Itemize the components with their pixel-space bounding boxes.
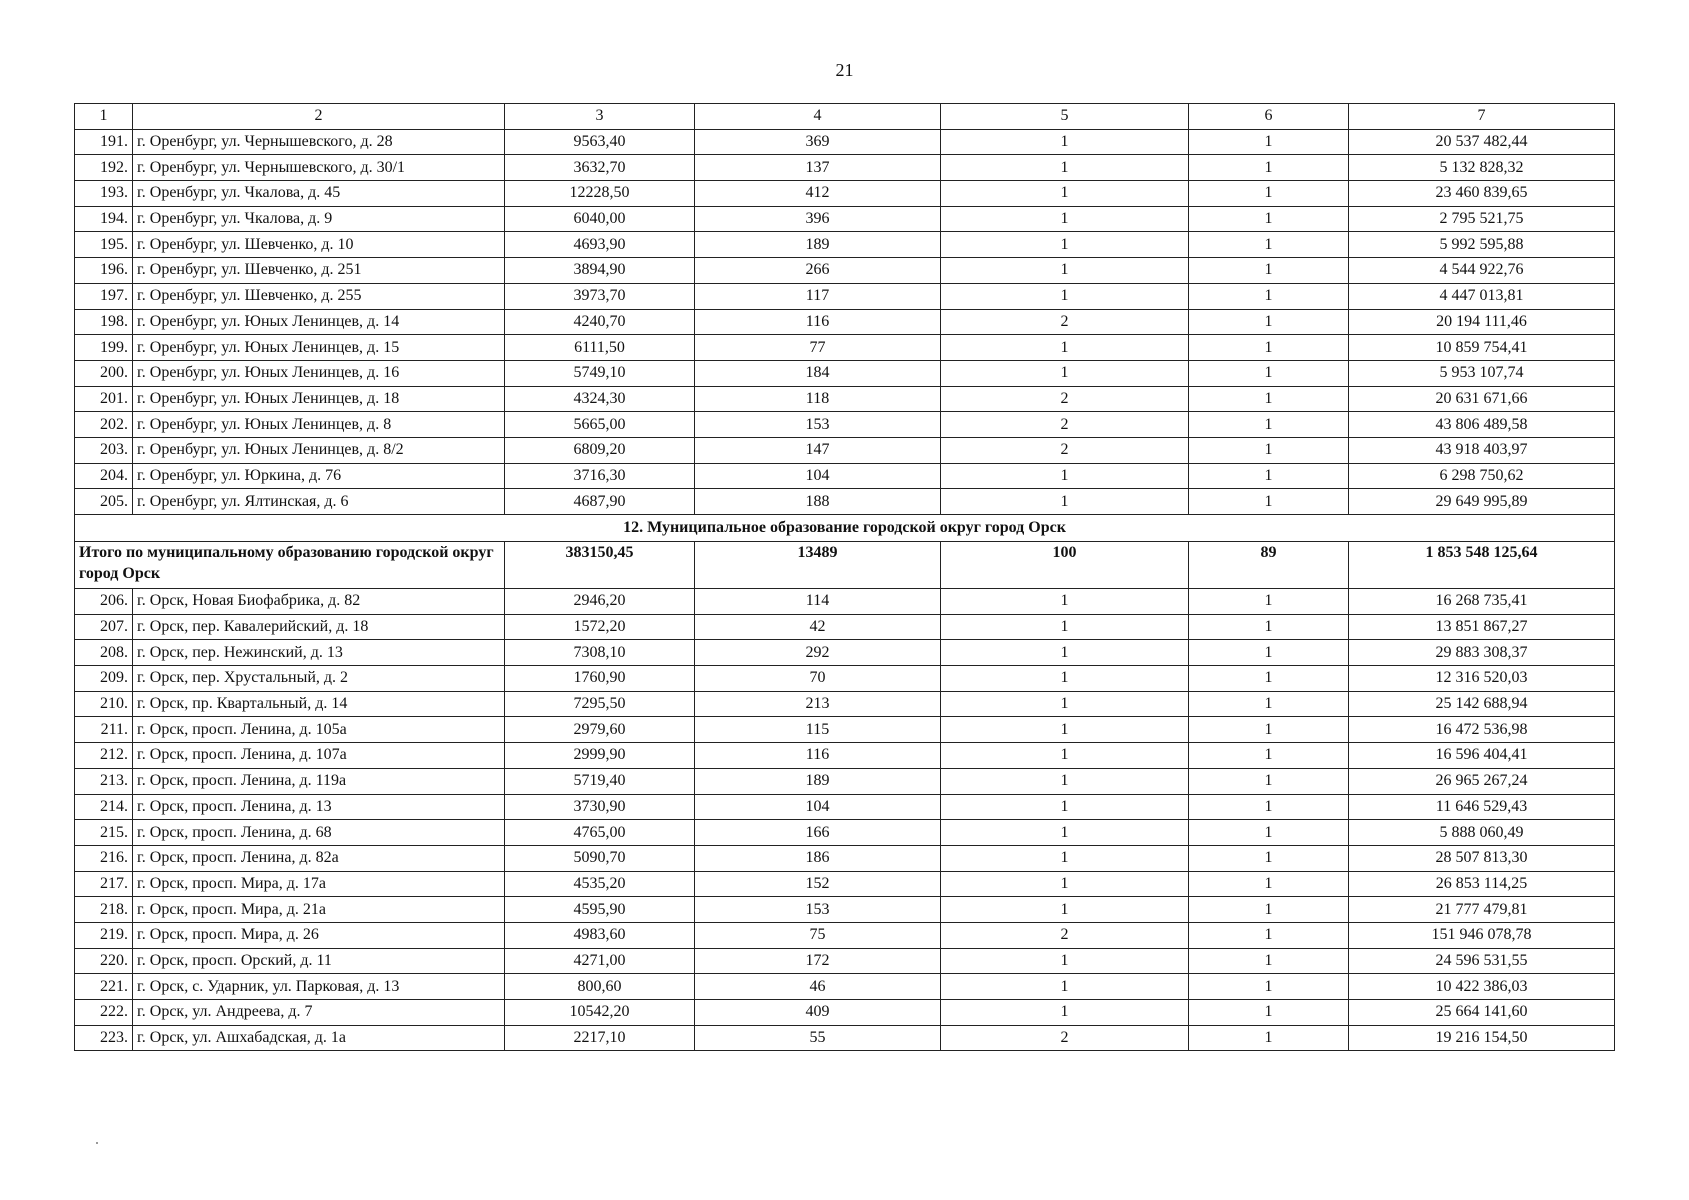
col5-value: 2 <box>941 437 1189 463</box>
residents: 186 <box>695 845 941 871</box>
area: 4595,90 <box>505 897 695 923</box>
table-row <box>75 743 1615 769</box>
row-number: 211. <box>75 717 133 743</box>
table-row <box>75 463 1615 489</box>
row-number: 198. <box>75 309 133 335</box>
row-number: 220. <box>75 948 133 974</box>
address: г. Оренбург, ул. Юных Ленинцев, д. 18 <box>133 386 505 412</box>
address: г. Оренбург, ул. Чкалова, д. 9 <box>133 206 505 232</box>
col5-value: 2 <box>941 386 1189 412</box>
address: г. Орск, просп. Ленина, д. 119а <box>133 768 505 794</box>
residents: 152 <box>695 871 941 897</box>
cost: 10 422 386,03 <box>1349 974 1615 1000</box>
col5-value: 1 <box>941 232 1189 258</box>
residents: 42 <box>695 614 941 640</box>
table-row <box>75 360 1615 386</box>
col6-value: 1 <box>1189 232 1349 258</box>
row-number: 202. <box>75 412 133 438</box>
row-number: 194. <box>75 206 133 232</box>
row-number: 212. <box>75 743 133 769</box>
total-residents: 13489 <box>695 542 941 589</box>
col6-value: 1 <box>1189 717 1349 743</box>
scan-speck <box>96 1142 98 1144</box>
table-row <box>75 640 1615 666</box>
col5-value: 1 <box>941 640 1189 666</box>
area: 2217,10 <box>505 1025 695 1051</box>
area: 4693,90 <box>505 232 695 258</box>
total-row <box>75 542 1615 589</box>
address: г. Орск, просп. Мира, д. 17а <box>133 871 505 897</box>
col6-value: 1 <box>1189 640 1349 666</box>
area: 2946,20 <box>505 589 695 615</box>
col5-value: 1 <box>941 845 1189 871</box>
col6-value: 1 <box>1189 463 1349 489</box>
area: 5719,40 <box>505 768 695 794</box>
address: г. Оренбург, ул. Чернышевского, д. 28 <box>133 129 505 155</box>
row-number: 207. <box>75 614 133 640</box>
col5-value: 1 <box>941 155 1189 181</box>
col6-value: 1 <box>1189 845 1349 871</box>
area: 7308,10 <box>505 640 695 666</box>
area: 3632,70 <box>505 155 695 181</box>
table-row <box>75 386 1615 412</box>
total-col5: 100 <box>941 542 1189 589</box>
residents: 115 <box>695 717 941 743</box>
cost: 5 992 595,88 <box>1349 232 1615 258</box>
table-row <box>75 691 1615 717</box>
table-row <box>75 794 1615 820</box>
residents: 77 <box>695 335 941 361</box>
col5-value: 1 <box>941 360 1189 386</box>
area: 5090,70 <box>505 845 695 871</box>
col5-value: 2 <box>941 309 1189 335</box>
row-number: 213. <box>75 768 133 794</box>
table-row <box>75 232 1615 258</box>
col5-value: 1 <box>941 691 1189 717</box>
residents: 266 <box>695 258 941 284</box>
table-row <box>75 717 1615 743</box>
row-number: 206. <box>75 589 133 615</box>
address: г. Орск, просп. Ленина, д. 13 <box>133 794 505 820</box>
area: 12228,50 <box>505 181 695 207</box>
col5-value: 2 <box>941 922 1189 948</box>
col6-value: 1 <box>1189 948 1349 974</box>
row-number: 191. <box>75 129 133 155</box>
section-row <box>75 515 1615 542</box>
col6-value: 1 <box>1189 283 1349 309</box>
col5-value: 1 <box>941 666 1189 692</box>
address: г. Оренбург, ул. Юных Ленинцев, д. 8 <box>133 412 505 438</box>
col6-value: 1 <box>1189 412 1349 438</box>
area: 4271,00 <box>505 948 695 974</box>
row-number: 200. <box>75 360 133 386</box>
col5-value: 1 <box>941 489 1189 515</box>
col5-value: 1 <box>941 948 1189 974</box>
col-header-5: 5 <box>941 104 1189 130</box>
col6-value: 1 <box>1189 922 1349 948</box>
total-col6: 89 <box>1189 542 1349 589</box>
row-number: 215. <box>75 820 133 846</box>
section-title: 12. Муниципальное образование городской округ город Орск <box>75 515 1615 542</box>
table-row <box>75 155 1615 181</box>
residents: 409 <box>695 1000 941 1026</box>
cost: 23 460 839,65 <box>1349 181 1615 207</box>
cost: 43 806 489,58 <box>1349 412 1615 438</box>
cost: 26 965 267,24 <box>1349 768 1615 794</box>
table-row <box>75 666 1615 692</box>
col5-value: 1 <box>941 1000 1189 1026</box>
cost: 151 946 078,78 <box>1349 922 1615 948</box>
residents: 166 <box>695 820 941 846</box>
area: 5749,10 <box>505 360 695 386</box>
address: г. Оренбург, ул. Юных Ленинцев, д. 16 <box>133 360 505 386</box>
cost: 28 507 813,30 <box>1349 845 1615 871</box>
col6-value: 1 <box>1189 1025 1349 1051</box>
col5-value: 2 <box>941 1025 1189 1051</box>
row-number: 222. <box>75 1000 133 1026</box>
col6-value: 1 <box>1189 155 1349 181</box>
residents: 114 <box>695 589 941 615</box>
row-number: 205. <box>75 489 133 515</box>
table-row <box>75 897 1615 923</box>
cost: 20 537 482,44 <box>1349 129 1615 155</box>
address: г. Орск, Новая Биофабрика, д. 82 <box>133 589 505 615</box>
col6-value: 1 <box>1189 589 1349 615</box>
table-row <box>75 335 1615 361</box>
cost: 6 298 750,62 <box>1349 463 1615 489</box>
cost: 16 596 404,41 <box>1349 743 1615 769</box>
col5-value: 1 <box>941 335 1189 361</box>
table-row <box>75 922 1615 948</box>
row-number: 203. <box>75 437 133 463</box>
area: 800,60 <box>505 974 695 1000</box>
cost: 29 883 308,37 <box>1349 640 1615 666</box>
area: 4983,60 <box>505 922 695 948</box>
area: 2999,90 <box>505 743 695 769</box>
address: г. Орск, пер. Кавалерийский, д. 18 <box>133 614 505 640</box>
residents: 75 <box>695 922 941 948</box>
row-number: 217. <box>75 871 133 897</box>
residents: 412 <box>695 181 941 207</box>
area: 4240,70 <box>505 309 695 335</box>
row-number: 218. <box>75 897 133 923</box>
table-row <box>75 768 1615 794</box>
col5-value: 1 <box>941 820 1189 846</box>
area: 1760,90 <box>505 666 695 692</box>
cost: 4 447 013,81 <box>1349 283 1615 309</box>
cost: 5 888 060,49 <box>1349 820 1615 846</box>
col5-value: 1 <box>941 129 1189 155</box>
table-row <box>75 258 1615 284</box>
address: г. Орск, с. Ударник, ул. Парковая, д. 13 <box>133 974 505 1000</box>
address: г. Оренбург, ул. Юных Ленинцев, д. 14 <box>133 309 505 335</box>
row-number: 195. <box>75 232 133 258</box>
area: 6040,00 <box>505 206 695 232</box>
col6-value: 1 <box>1189 309 1349 335</box>
address: г. Оренбург, ул. Шевченко, д. 10 <box>133 232 505 258</box>
cost: 29 649 995,89 <box>1349 489 1615 515</box>
residents: 396 <box>695 206 941 232</box>
col6-value: 1 <box>1189 768 1349 794</box>
col6-value: 1 <box>1189 335 1349 361</box>
area: 4687,90 <box>505 489 695 515</box>
col5-value: 1 <box>941 897 1189 923</box>
row-number: 201. <box>75 386 133 412</box>
col6-value: 1 <box>1189 437 1349 463</box>
residents: 188 <box>695 489 941 515</box>
col6-value: 1 <box>1189 974 1349 1000</box>
address: г. Орск, ул. Андреева, д. 7 <box>133 1000 505 1026</box>
residents: 118 <box>695 386 941 412</box>
address: г. Орск, просп. Ленина, д. 107а <box>133 743 505 769</box>
row-number: 196. <box>75 258 133 284</box>
col-header-2: 2 <box>133 104 505 130</box>
area: 3730,90 <box>505 794 695 820</box>
cost: 20 631 671,66 <box>1349 386 1615 412</box>
col5-value: 1 <box>941 794 1189 820</box>
table-row <box>75 437 1615 463</box>
area: 9563,40 <box>505 129 695 155</box>
address: г. Оренбург, ул. Юных Ленинцев, д. 8/2 <box>133 437 505 463</box>
residents: 116 <box>695 309 941 335</box>
area: 3894,90 <box>505 258 695 284</box>
residents: 116 <box>695 743 941 769</box>
address: г. Орск, пер. Нежинский, д. 13 <box>133 640 505 666</box>
col6-value: 1 <box>1189 1000 1349 1026</box>
row-number: 197. <box>75 283 133 309</box>
area: 5665,00 <box>505 412 695 438</box>
col5-value: 1 <box>941 614 1189 640</box>
address: г. Орск, пер. Хрустальный, д. 2 <box>133 666 505 692</box>
col6-value: 1 <box>1189 897 1349 923</box>
residents: 172 <box>695 948 941 974</box>
area: 4324,30 <box>505 386 695 412</box>
area: 3716,30 <box>505 463 695 489</box>
address: г. Оренбург, ул. Ялтинская, д. 6 <box>133 489 505 515</box>
col6-value: 1 <box>1189 794 1349 820</box>
page-number: 21 <box>835 60 854 80</box>
area: 6809,20 <box>505 437 695 463</box>
col6-value: 1 <box>1189 206 1349 232</box>
area: 2979,60 <box>505 717 695 743</box>
cost: 25 664 141,60 <box>1349 1000 1615 1026</box>
col-header-3: 3 <box>505 104 695 130</box>
table-row <box>75 589 1615 615</box>
address: г. Орск, просп. Мира, д. 26 <box>133 922 505 948</box>
table-row <box>75 871 1615 897</box>
col6-value: 1 <box>1189 820 1349 846</box>
col6-value: 1 <box>1189 258 1349 284</box>
address: г. Оренбург, ул. Чернышевского, д. 30/1 <box>133 155 505 181</box>
row-number: 219. <box>75 922 133 948</box>
col5-value: 1 <box>941 974 1189 1000</box>
rows-orsk <box>75 589 1615 1051</box>
address: г. Орск, просп. Орский, д. 11 <box>133 948 505 974</box>
residents: 189 <box>695 232 941 258</box>
col-header-4: 4 <box>695 104 941 130</box>
address: г. Оренбург, ул. Шевченко, д. 251 <box>133 258 505 284</box>
row-number: 204. <box>75 463 133 489</box>
address: г. Оренбург, ул. Шевченко, д. 255 <box>133 283 505 309</box>
area: 6111,50 <box>505 335 695 361</box>
row-number: 214. <box>75 794 133 820</box>
area: 4535,20 <box>505 871 695 897</box>
table-row <box>75 206 1615 232</box>
col6-value: 1 <box>1189 691 1349 717</box>
residents: 55 <box>695 1025 941 1051</box>
registry-table <box>74 103 1615 1051</box>
cost: 13 851 867,27 <box>1349 614 1615 640</box>
col5-value: 1 <box>941 717 1189 743</box>
row-number: 208. <box>75 640 133 666</box>
col5-value: 1 <box>941 589 1189 615</box>
residents: 46 <box>695 974 941 1000</box>
col5-value: 1 <box>941 463 1189 489</box>
residents: 369 <box>695 129 941 155</box>
table-row <box>75 283 1615 309</box>
residents: 189 <box>695 768 941 794</box>
row-number: 223. <box>75 1025 133 1051</box>
residents: 104 <box>695 794 941 820</box>
area: 10542,20 <box>505 1000 695 1026</box>
residents: 184 <box>695 360 941 386</box>
row-number: 199. <box>75 335 133 361</box>
col6-value: 1 <box>1189 386 1349 412</box>
address: г. Орск, просп. Ленина, д. 68 <box>133 820 505 846</box>
table-row <box>75 614 1615 640</box>
row-number: 193. <box>75 181 133 207</box>
residents: 292 <box>695 640 941 666</box>
cost: 5 953 107,74 <box>1349 360 1615 386</box>
row-number: 221. <box>75 974 133 1000</box>
row-number: 210. <box>75 691 133 717</box>
address: г. Орск, просп. Ленина, д. 82а <box>133 845 505 871</box>
col-header-7: 7 <box>1349 104 1615 130</box>
cost: 16 268 735,41 <box>1349 589 1615 615</box>
col6-value: 1 <box>1189 743 1349 769</box>
table-row <box>75 948 1615 974</box>
col6-value: 1 <box>1189 614 1349 640</box>
residents: 137 <box>695 155 941 181</box>
cost: 20 194 111,46 <box>1349 309 1615 335</box>
cost: 24 596 531,55 <box>1349 948 1615 974</box>
col5-value: 1 <box>941 743 1189 769</box>
col6-value: 1 <box>1189 360 1349 386</box>
residents: 117 <box>695 283 941 309</box>
area: 7295,50 <box>505 691 695 717</box>
table-row <box>75 1025 1615 1051</box>
cost: 21 777 479,81 <box>1349 897 1615 923</box>
cost: 11 646 529,43 <box>1349 794 1615 820</box>
area: 4765,00 <box>505 820 695 846</box>
cost: 26 853 114,25 <box>1349 871 1615 897</box>
residents: 153 <box>695 897 941 923</box>
col6-value: 1 <box>1189 129 1349 155</box>
col5-value: 1 <box>941 258 1189 284</box>
col5-value: 1 <box>941 206 1189 232</box>
table-row <box>75 489 1615 515</box>
col5-value: 2 <box>941 412 1189 438</box>
cost: 5 132 828,32 <box>1349 155 1615 181</box>
address: г. Оренбург, ул. Юных Ленинцев, д. 15 <box>133 335 505 361</box>
col5-value: 1 <box>941 871 1189 897</box>
cost: 2 795 521,75 <box>1349 206 1615 232</box>
residents: 213 <box>695 691 941 717</box>
col-header-1: 1 <box>75 104 133 130</box>
table-row <box>75 974 1615 1000</box>
col6-value: 1 <box>1189 489 1349 515</box>
cost: 16 472 536,98 <box>1349 717 1615 743</box>
col5-value: 1 <box>941 181 1189 207</box>
col5-value: 1 <box>941 283 1189 309</box>
table-row <box>75 129 1615 155</box>
cost: 4 544 922,76 <box>1349 258 1615 284</box>
col5-value: 1 <box>941 768 1189 794</box>
table-row <box>75 412 1615 438</box>
table-row <box>75 309 1615 335</box>
cost: 25 142 688,94 <box>1349 691 1615 717</box>
cost: 10 859 754,41 <box>1349 335 1615 361</box>
address: г. Оренбург, ул. Юркина, д. 76 <box>133 463 505 489</box>
total-label: Итого по муниципальному образованию городской округ город Орск <box>75 542 505 589</box>
address: г. Орск, просп. Мира, д. 21а <box>133 897 505 923</box>
total-cost: 1 853 548 125,64 <box>1349 542 1615 589</box>
address: г. Орск, просп. Ленина, д. 105а <box>133 717 505 743</box>
cost: 12 316 520,03 <box>1349 666 1615 692</box>
col-header-6: 6 <box>1189 104 1349 130</box>
cost: 19 216 154,50 <box>1349 1025 1615 1051</box>
address: г. Орск, ул. Ашхабадская, д. 1а <box>133 1025 505 1051</box>
row-number: 209. <box>75 666 133 692</box>
cost: 43 918 403,97 <box>1349 437 1615 463</box>
table-row <box>75 845 1615 871</box>
area: 3973,70 <box>505 283 695 309</box>
area: 1572,20 <box>505 614 695 640</box>
col6-value: 1 <box>1189 181 1349 207</box>
rows-orenburg <box>75 129 1615 514</box>
residents: 153 <box>695 412 941 438</box>
residents: 104 <box>695 463 941 489</box>
address: г. Оренбург, ул. Чкалова, д. 45 <box>133 181 505 207</box>
row-number: 216. <box>75 845 133 871</box>
col6-value: 1 <box>1189 871 1349 897</box>
residents: 147 <box>695 437 941 463</box>
row-number: 192. <box>75 155 133 181</box>
section-block <box>75 515 1615 589</box>
col6-value: 1 <box>1189 666 1349 692</box>
table-row <box>75 181 1615 207</box>
table-row <box>75 820 1615 846</box>
total-area: 383150,45 <box>505 542 695 589</box>
column-number-header <box>75 104 1615 130</box>
table-row <box>75 1000 1615 1026</box>
address: г. Орск, пр. Квартальный, д. 14 <box>133 691 505 717</box>
residents: 70 <box>695 666 941 692</box>
